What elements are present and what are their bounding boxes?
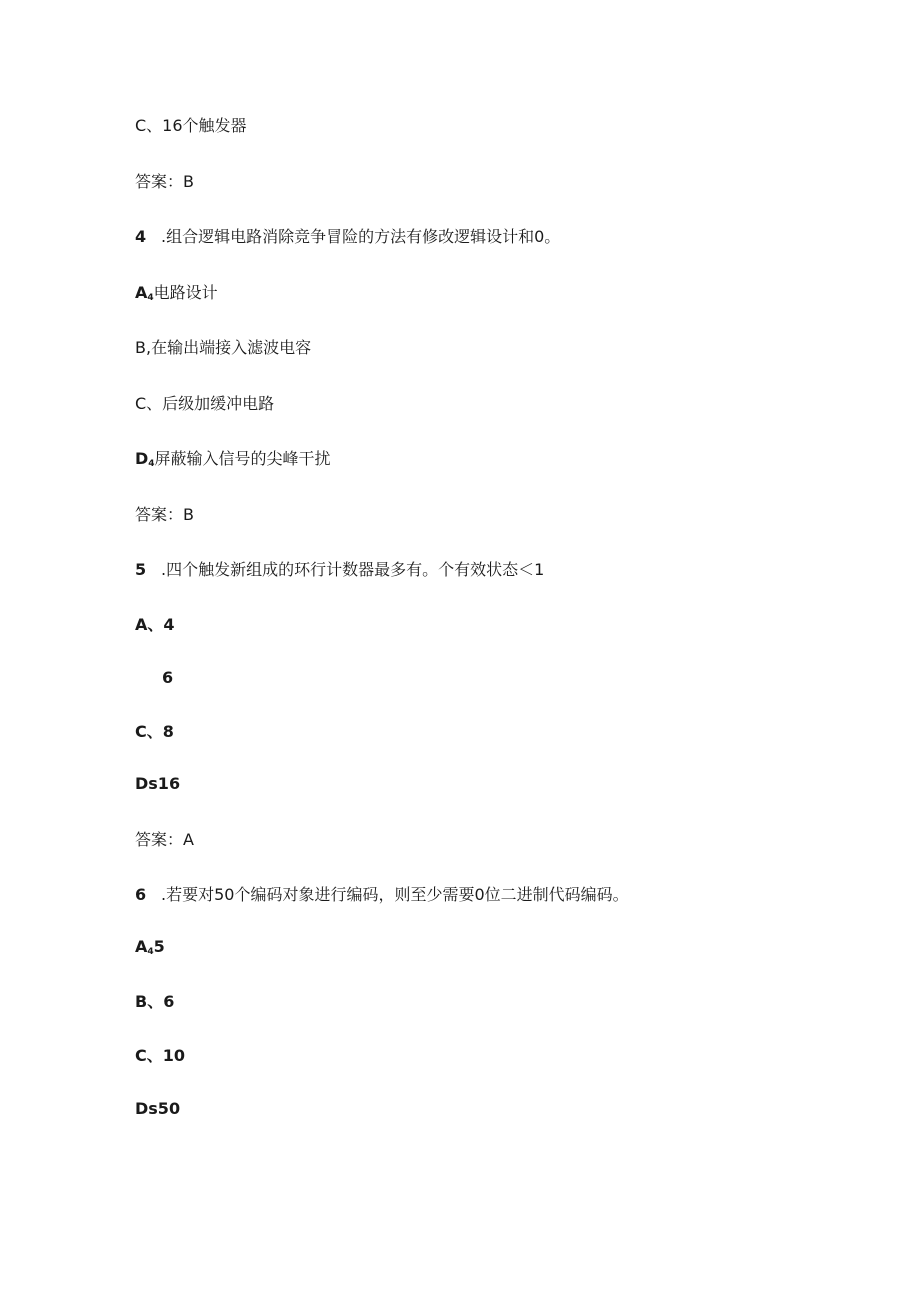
q6-option-b — [135, 991, 174, 1013]
q5-option-a — [135, 614, 175, 636]
question-number: 4 — [135, 227, 147, 246]
question-text: .若要对50个编码对象进行编码，则至少需要0位二进制代码编码。 — [161, 885, 629, 904]
option-letter: D — [135, 449, 149, 468]
option-subscript: 4 — [148, 459, 155, 469]
option-subscript: 4 — [147, 293, 154, 303]
q5-answer — [135, 829, 194, 851]
option-text: C、10 — [135, 1046, 186, 1065]
option-letter: A — [135, 937, 148, 956]
q4-option-c — [135, 393, 274, 415]
option-text: 屏蔽输入信号的尖峰干扰 — [154, 449, 331, 468]
answer-text: 答案：A — [135, 830, 194, 849]
question-5 — [135, 559, 544, 581]
q4-option-b — [135, 337, 311, 359]
q4-option-a — [135, 282, 218, 309]
option-text: C、8 — [135, 722, 174, 741]
option-text: A、4 — [135, 615, 175, 634]
q5-option-d — [135, 773, 180, 795]
option-text: 6 — [162, 668, 174, 687]
option-text: C、后级加缓冲电路 — [135, 394, 275, 413]
q5-option-c — [135, 721, 174, 743]
option-text: Ds50 — [135, 1099, 181, 1118]
question-number: 6 — [135, 885, 147, 904]
question-text: .四个触发新组成的环行计数器最多有。个有效状态＜1 — [161, 560, 545, 579]
option-letter: A — [135, 283, 148, 302]
q4-answer — [135, 504, 194, 526]
option-text: B,在输出端接入滤波电容 — [135, 338, 312, 357]
question-number: 5 — [135, 560, 147, 579]
question-text: .组合逻辑电路消除竞争冒险的方法有修改逻辑设计和0。 — [161, 227, 561, 246]
q6-option-c — [135, 1045, 185, 1067]
q6-option-d — [135, 1098, 180, 1120]
question-4 — [135, 226, 560, 248]
option-text: Ds16 — [135, 774, 181, 793]
answer-line — [135, 171, 194, 193]
q4-option-d — [135, 448, 331, 475]
question-6 — [135, 884, 629, 906]
option-text: C、16个触发器 — [135, 116, 247, 135]
answer-text: 答案：B — [135, 172, 194, 191]
option-text: 5 — [153, 937, 165, 956]
q6-option-a — [135, 936, 165, 963]
option-c-line — [135, 115, 247, 137]
option-text: B、6 — [135, 992, 175, 1011]
answer-text: 答案：B — [135, 505, 194, 524]
option-text: 电路设计 — [153, 283, 218, 302]
q5-option-b — [162, 667, 173, 689]
option-subscript: 4 — [147, 947, 154, 957]
